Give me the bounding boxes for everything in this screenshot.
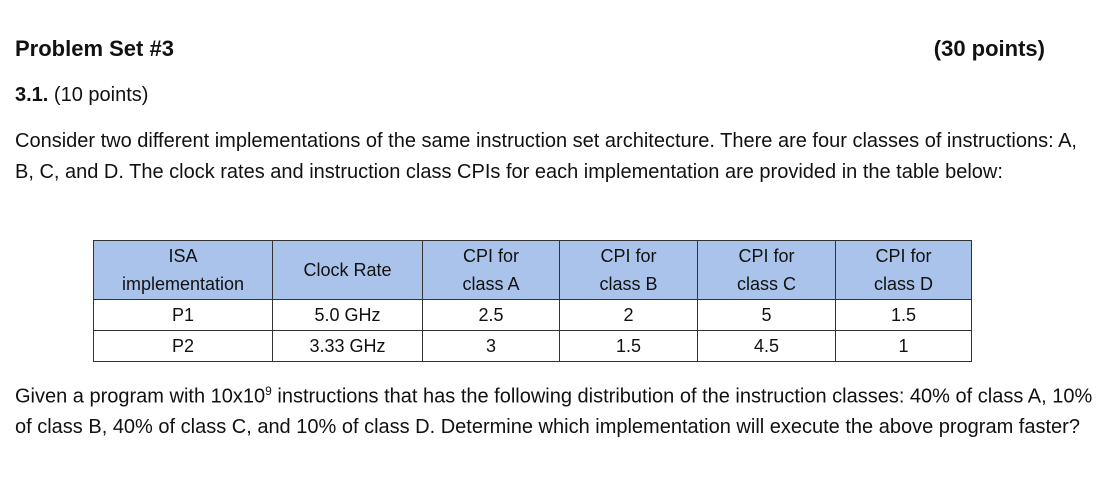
cell-clock-rate: 5.0 GHz xyxy=(273,300,423,331)
problem-set-header xyxy=(15,36,1045,62)
cell-cpi-b: 2 xyxy=(560,300,698,331)
cpi-table xyxy=(93,240,972,362)
problem-set-points: (30 points) xyxy=(933,36,1045,61)
cell-cpi-d: 1 xyxy=(836,331,972,362)
question-paragraph xyxy=(15,376,1095,442)
intro-paragraph: Consider two different implementations of the same instruction set architecture. There are four classes of instructions: A, B, C, and D. The clock rates and instruction class CPIs for each implementation are provided in the table below: xyxy=(15,130,1077,183)
question-text-end: instructions that has the following distribution of the instruction classes: 40% of class A, 10% of class B, 40% of class C, and 10% of class D. Determine which implementation will execute the above program faster? xyxy=(15,385,1093,438)
question-text-start: Given a program with 10x10 xyxy=(15,385,266,408)
header-line: ISA xyxy=(168,246,198,266)
header-line: class A xyxy=(462,274,520,294)
header-line: CPI for xyxy=(875,246,932,266)
header-line: CPI for xyxy=(462,246,519,266)
cell-cpi-b: 1.5 xyxy=(560,331,698,362)
table-row xyxy=(94,300,972,331)
header-cpi-class-c xyxy=(698,241,836,300)
cell-cpi-c: 4.5 xyxy=(698,331,836,362)
header-cpi-class-b xyxy=(560,241,698,300)
cell-cpi-d: 1.5 xyxy=(836,300,972,331)
header-isa-implementation xyxy=(94,241,273,300)
cell-clock-rate: 3.33 GHz xyxy=(273,331,423,362)
header-line: class C xyxy=(736,274,796,294)
table-header-row xyxy=(94,241,972,300)
cell-cpi-a: 3 xyxy=(423,331,560,362)
header-line: class B xyxy=(599,274,658,294)
cell-cpi-a: 2.5 xyxy=(423,300,560,331)
question-exponent: 9 xyxy=(265,384,272,398)
cell-isa: P2 xyxy=(94,331,273,362)
header-line: CPI for xyxy=(600,246,657,266)
problem-number: 3.1. xyxy=(15,84,49,106)
header-line: implementation xyxy=(121,274,245,294)
problem-set-title: Problem Set #3 xyxy=(15,36,174,61)
header-clock-rate xyxy=(273,241,423,300)
cell-cpi-c: 5 xyxy=(698,300,836,331)
table-row xyxy=(94,331,972,362)
problem-heading xyxy=(15,84,148,107)
cell-isa: P1 xyxy=(94,300,273,331)
problem-points: (10 points) xyxy=(53,84,149,106)
header-line: class D xyxy=(873,274,933,294)
header-cpi-class-a xyxy=(423,241,560,300)
header-line: Clock Rate xyxy=(303,260,392,280)
header-cpi-class-d xyxy=(836,241,972,300)
header-line: CPI for xyxy=(738,246,795,266)
